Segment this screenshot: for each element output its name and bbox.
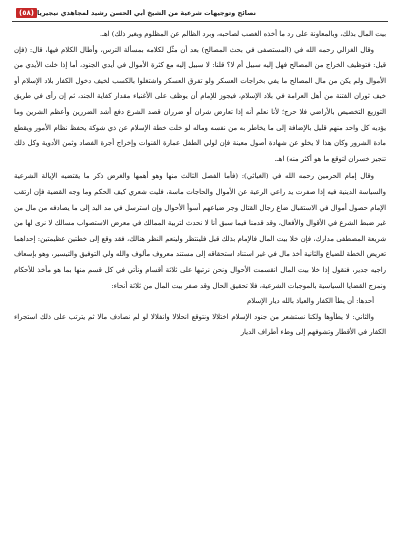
list-item: والثاني: لا يطأوها ولكنا نستشعر من جنود الإسلام اختلالا ونتوقع انحلالا وانفلالا لو لم نصادف مالا ثم يترتب على ذلك استجراء الكفار في الأقطار وتشوفهم إلى وطء أطراف الديار xyxy=(14,312,386,337)
running-header xyxy=(12,5,388,22)
page-number: (٥٨) xyxy=(16,8,37,18)
paragraph: وقال إمام الحرمين رحمه الله في (الغياثي): (فأما الفصل الثالث منها وهو أهمها والغرض ذكر ما يقتضيه الإيالة الشرعية والسياسة الدينية فيه إذا صفرت يد راعي الرعية عن الأموال والحاجات ماسة، فليت شعري كيف الحكم وما وجه القضية فإن ارتقب الإمام حصول أموال في الاستقبال ضاع رجال القتال وجر ضياعهم أسوأ الأحوال وإن استرسل في مد اليد إلى ما يصادفه من مال من غير ضبط الشرع في الأقوال والأفعال، وقد قدمنا فيما سبق أنا لا نحدث لتربية الممالك في معرض الاستصواب مسالك لا نرى لها من شريعة المصطفى مدارك، فإن خلا بيت المال فالإمام بذلك قبل فلينتظر ولينعم النظر هنالك، فقد وقع إلى خطتين عظيمتين: إحداهما تعريض الخطة للضياع والثانية أخذ مال في غير استناد استحقاقه إلى مستند معروف مألوف والله ولي التوفيق والتيسير، وهو بإسعاف راجيه جدير، فنقول إذا خلا بيت المال انقسمت الأحوال ونحن نرتبها على ثلاثة أقسام ونأتي في كل قسم منها بما هو مأخذ للأحكام ونمزج القضايا السياسية بالموجبات الشرعية، فلا تحقيق الحال وقد صفر بيت المال من ثلاثة أنحاء: xyxy=(14,172,386,290)
list-item: أحدها: أن يطأ الكفار والعياذ بالله ديار الإسلام xyxy=(247,297,374,306)
document-body xyxy=(14,27,386,531)
running-title: نصائح وتوجيهات شرعية من الشيخ أبي الحسن رشيد لمجاهدي نيجيريا xyxy=(36,9,256,17)
paragraph: بيت المال بذلك، وبالمعاونة على رد ما أخذه الغصب لصاحبه، وبرد الظالم عن المظلوم وبغير ذلك) اهـ. xyxy=(99,30,386,38)
paragraph: وقال الغزالي رحمه الله في (المستصفى في بحث المصالح) بعد أن مثّل لكلامه بمسألة الترس، وأطال الكلام فيها، قال: (فإن قيل: فتوظيف الخراج من المصالح فهل إليه سبيل أم لا؟ قلنا: لا سبيل إليه مع كثرة الأموال في أيدي الجنود، أما إذا خلت الأيدي من الأموال ولم يكن من مال المصالح ما يفي بخراجات العسكر ولو تفرق العسكر واشتغلوا بالكسب لخيف دخول الكفار بلاد الإسلام أو خيف ثوران الفتنة من أهل العرامة في بلاد الإسلام، فيجوز للإمام أن يوظف على الأغنياء مقدار كفاية الجند، ثم إن رأى في طريق التوزيع التخصيص بالأراضي فلا حرج؛ لأنا نعلم أنه إذا تعارض شران أو ضرران قصد الشرع دفع أشد الضررين وأعظم الشرين وما يؤديه كل واحد منهم قليل بالإضافة إلى ما يخاطر به من نفسه وماله لو خلت خطة الإسلام عن ذي شوكة يحفظ نظام الأمور ويقطع مادة الشرور وكان هذا لا يخلو عن شهادة أصول معينة فإن لولي الطفل عمارة القنوات وإخراج أجرة الفصاد وثمن الأدوية وكل ذلك تنجيز خسران لتوقع ما هو أكثر منه) اهـ. xyxy=(14,45,386,163)
